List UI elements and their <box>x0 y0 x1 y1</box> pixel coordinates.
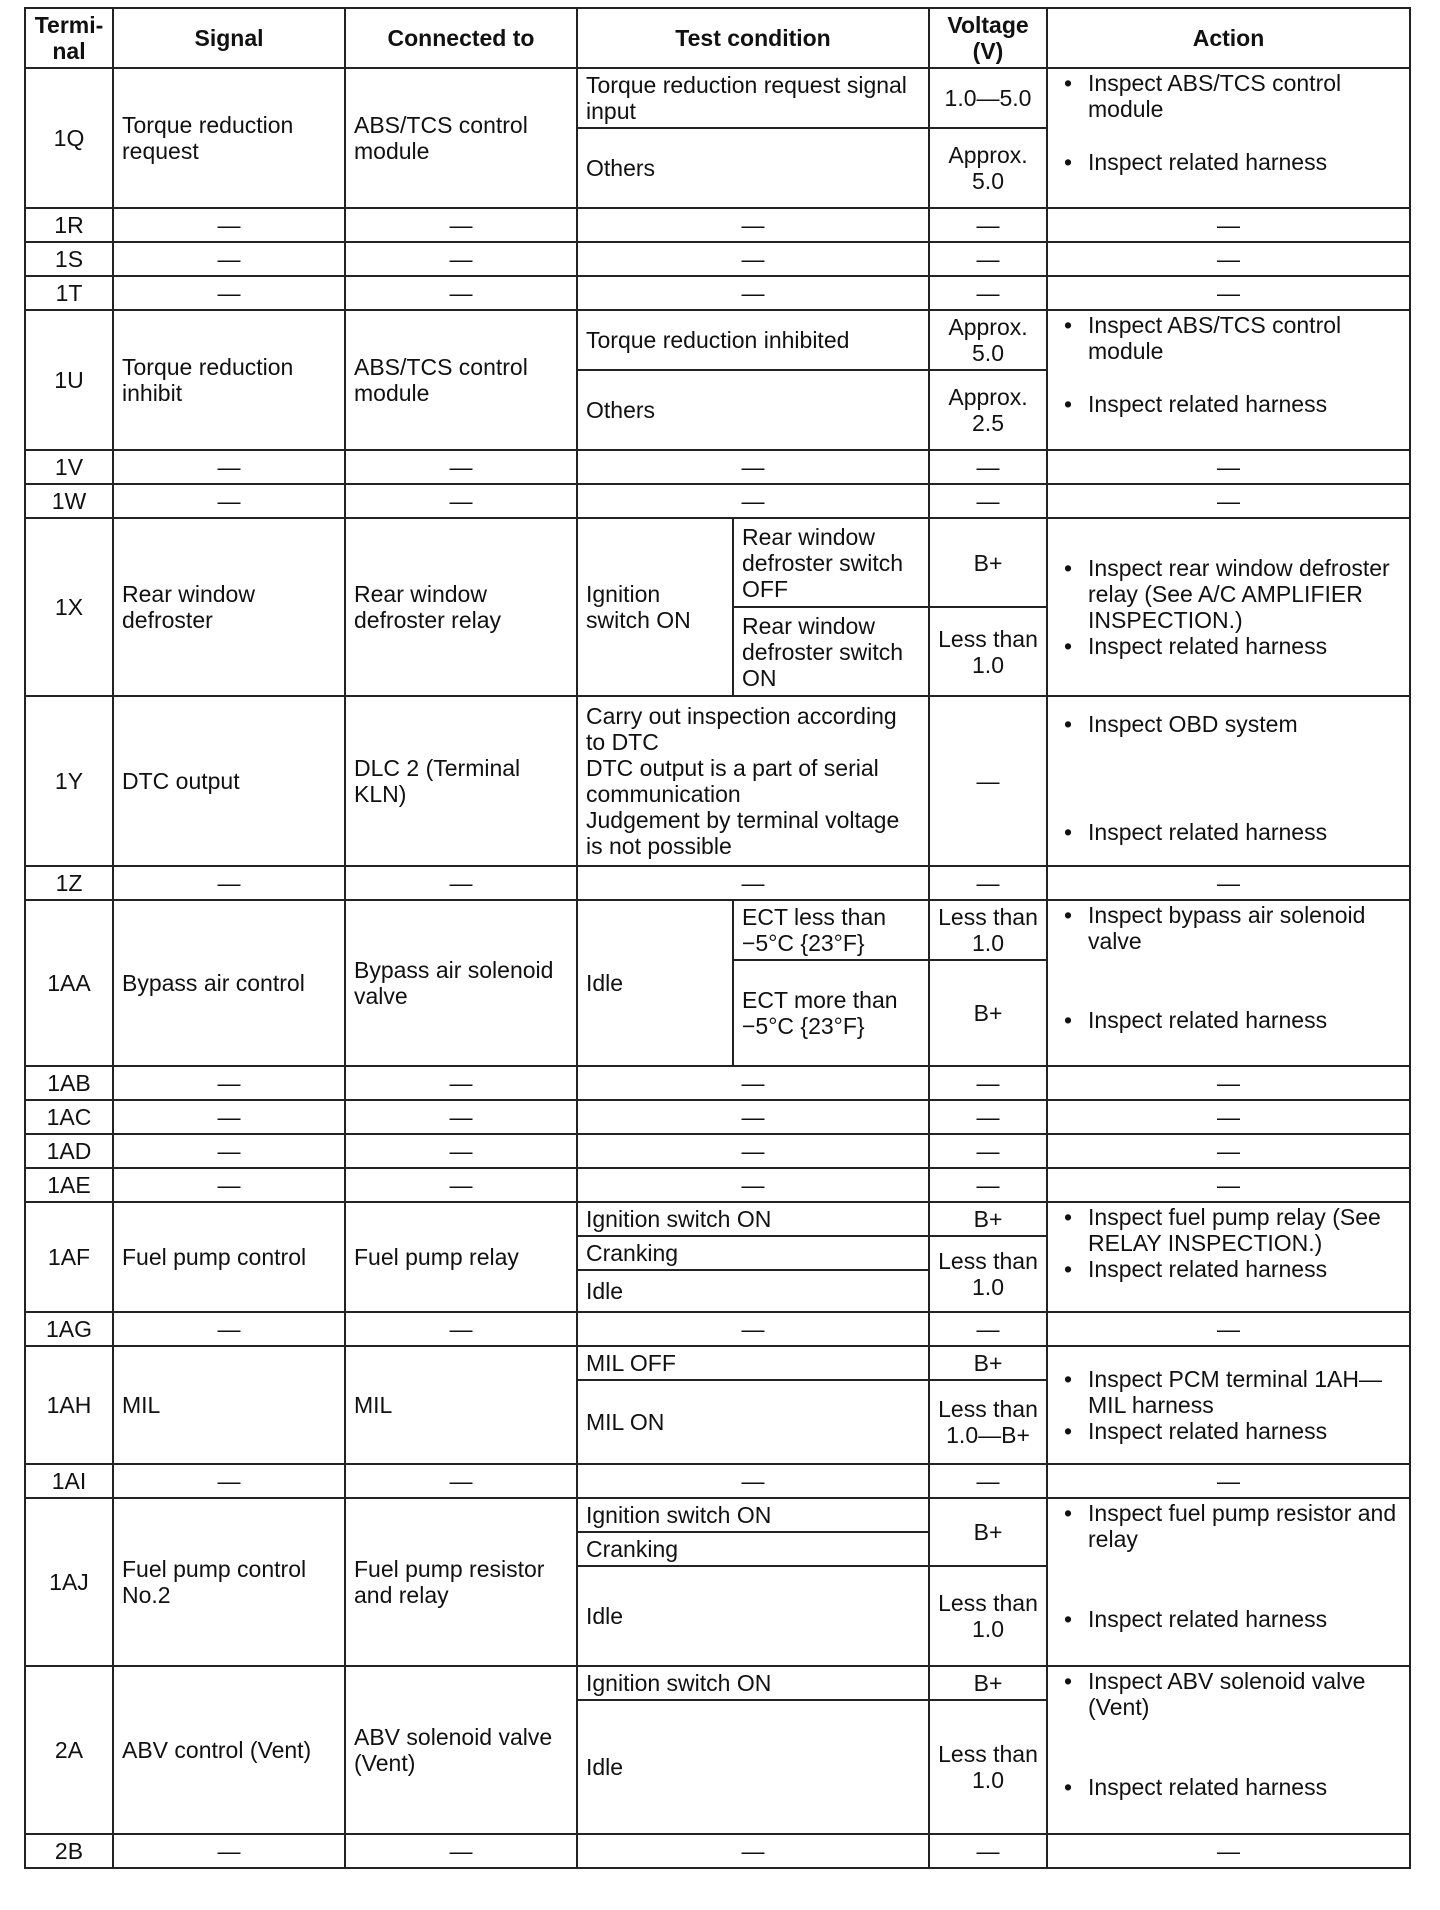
action-cell: — <box>1047 1168 1410 1202</box>
table-row <box>25 310 1410 370</box>
signal-cell: — <box>113 1464 345 1498</box>
terminal-inspection-table <box>24 7 1411 1869</box>
action-cell <box>1047 1666 1410 1834</box>
action-cell <box>1047 900 1410 1066</box>
voltage-cell: — <box>929 1168 1047 1202</box>
action-item: • Inspect ABV solenoid valve (Vent) <box>1056 1668 1401 1720</box>
action-cell: — <box>1047 208 1410 242</box>
connected-cell: — <box>345 1834 577 1868</box>
connected-cell: — <box>345 1312 577 1346</box>
terminal-cell: 1R <box>25 208 113 242</box>
signal-cell: — <box>113 1312 345 1346</box>
action-item: • Inspect PCM terminal 1AH— MIL harness <box>1056 1366 1401 1418</box>
table-row <box>25 1312 1410 1346</box>
voltage-cell: B+ <box>929 1202 1047 1236</box>
condition-cell: Idle <box>577 1270 929 1312</box>
signal-cell: ABV control (Vent) <box>113 1666 345 1834</box>
condition-cell: Idle <box>577 1566 929 1666</box>
signal-cell: — <box>113 1134 345 1168</box>
condition-main-cell: Ignition switch ON <box>577 518 733 696</box>
table-row <box>25 900 1410 960</box>
voltage-cell: — <box>929 1066 1047 1100</box>
condition-cell <box>577 696 929 866</box>
action-cell: — <box>1047 1464 1410 1498</box>
condition-cell: Rear window defroster switch OFF <box>733 518 929 607</box>
action-cell: — <box>1047 866 1410 900</box>
action-cell <box>1047 696 1410 866</box>
connected-cell: Fuel pump relay <box>345 1202 577 1312</box>
condition-cell: — <box>577 1834 929 1868</box>
condition-cell: — <box>577 1134 929 1168</box>
action-cell: — <box>1047 1834 1410 1868</box>
table-row <box>25 1464 1410 1498</box>
signal-cell: MIL <box>113 1346 345 1464</box>
action-item: • Inspect OBD system <box>1056 711 1401 737</box>
condition-line: Carry out inspection according to DTC <box>586 703 897 755</box>
condition-cell: Torque reduction request signal input <box>577 68 929 128</box>
header-row <box>25 8 1410 68</box>
action-item: • Inspect related harness <box>1056 1418 1401 1444</box>
terminal-cell: 1V <box>25 450 113 484</box>
condition-cell: ECT more than −5°C {23°F} <box>733 960 929 1066</box>
connected-cell: — <box>345 484 577 518</box>
connected-cell: ABV solenoid valve (Vent) <box>345 1666 577 1834</box>
connected-cell: — <box>345 1464 577 1498</box>
connected-cell: Rear window defroster relay <box>345 518 577 696</box>
table-row <box>25 1100 1410 1134</box>
signal-cell: — <box>113 1168 345 1202</box>
signal-cell: Torque reduction inhibit <box>113 310 345 450</box>
terminal-cell: 1AH <box>25 1346 113 1464</box>
voltage-cell: Less than 1.0 <box>929 1236 1047 1312</box>
voltage-cell: — <box>929 484 1047 518</box>
action-item: • Inspect related harness <box>1056 633 1401 659</box>
connected-cell: — <box>345 276 577 310</box>
voltage-cell: — <box>929 1834 1047 1868</box>
voltage-cell: — <box>929 242 1047 276</box>
action-cell: — <box>1047 1134 1410 1168</box>
voltage-cell: — <box>929 1464 1047 1498</box>
table-row <box>25 1666 1410 1700</box>
header-test-condition: Test condition <box>577 8 929 68</box>
connected-cell: — <box>345 1100 577 1134</box>
condition-cell: Ignition switch ON <box>577 1202 929 1236</box>
table-row <box>25 518 1410 607</box>
signal-cell: Fuel pump control No.2 <box>113 1498 345 1666</box>
terminal-cell: 1AB <box>25 1066 113 1100</box>
signal-cell: Torque reduction request <box>113 68 345 208</box>
terminal-cell: 1AE <box>25 1168 113 1202</box>
signal-cell: — <box>113 484 345 518</box>
voltage-cell: B+ <box>929 960 1047 1066</box>
connected-cell: — <box>345 866 577 900</box>
condition-cell: — <box>577 208 929 242</box>
condition-cell: Others <box>577 370 929 450</box>
action-cell: — <box>1047 450 1410 484</box>
voltage-cell: Less than 1.0 <box>929 1566 1047 1666</box>
terminal-cell: 2A <box>25 1666 113 1834</box>
action-cell: — <box>1047 1066 1410 1100</box>
terminal-cell: 1Z <box>25 866 113 900</box>
signal-cell: — <box>113 866 345 900</box>
voltage-cell: B+ <box>929 1346 1047 1380</box>
table-row <box>25 1346 1410 1380</box>
header-voltage: Voltage (V) <box>929 8 1047 68</box>
connected-cell: — <box>345 1066 577 1100</box>
action-item: • Inspect fuel pump resistor and relay <box>1056 1500 1401 1552</box>
condition-cell: — <box>577 1464 929 1498</box>
voltage-cell: B+ <box>929 1498 1047 1566</box>
voltage-cell: — <box>929 276 1047 310</box>
condition-cell: MIL ON <box>577 1380 929 1464</box>
table-row <box>25 1168 1410 1202</box>
table-row <box>25 1834 1410 1868</box>
signal-cell: — <box>113 276 345 310</box>
condition-cell: — <box>577 866 929 900</box>
action-item: • Inspect bypass air solenoid valve <box>1056 902 1401 954</box>
voltage-cell: Less than 1.0 <box>929 1700 1047 1834</box>
condition-cell: Ignition switch ON <box>577 1666 929 1700</box>
voltage-cell: 1.0—5.0 <box>929 68 1047 128</box>
condition-cell: — <box>577 484 929 518</box>
voltage-cell: — <box>929 450 1047 484</box>
action-item: • Inspect related harness <box>1056 1606 1401 1632</box>
signal-cell: — <box>113 450 345 484</box>
terminal-cell: 1AC <box>25 1100 113 1134</box>
action-item: • Inspect related harness <box>1056 1256 1401 1282</box>
connected-cell: ABS/TCS control module <box>345 68 577 208</box>
connected-cell: — <box>345 242 577 276</box>
voltage-cell: — <box>929 696 1047 866</box>
action-cell <box>1047 1346 1410 1464</box>
condition-cell: — <box>577 242 929 276</box>
action-item: • Inspect related harness <box>1056 1774 1401 1800</box>
terminal-cell: 1Y <box>25 696 113 866</box>
action-item: • Inspect related harness <box>1056 1007 1401 1033</box>
terminal-cell: 1AF <box>25 1202 113 1312</box>
connected-cell: — <box>345 208 577 242</box>
table-row <box>25 1202 1410 1236</box>
voltage-cell: — <box>929 1312 1047 1346</box>
condition-cell: Others <box>577 128 929 208</box>
table-row <box>25 484 1410 518</box>
voltage-cell: Less than 1.0—B+ <box>929 1380 1047 1464</box>
terminal-cell: 1U <box>25 310 113 450</box>
condition-line: DTC output is a part of serial communication <box>586 755 879 807</box>
table-row <box>25 450 1410 484</box>
action-cell: — <box>1047 1100 1410 1134</box>
voltage-cell: Less than 1.0 <box>929 607 1047 696</box>
voltage-cell: Approx. 5.0 <box>929 128 1047 208</box>
terminal-cell: 1AI <box>25 1464 113 1498</box>
connected-cell: Bypass air solenoid valve <box>345 900 577 1066</box>
condition-cell: — <box>577 450 929 484</box>
action-cell <box>1047 1202 1410 1312</box>
condition-cell: Cranking <box>577 1532 929 1566</box>
table-row <box>25 276 1410 310</box>
action-cell: — <box>1047 276 1410 310</box>
connected-cell: MIL <box>345 1346 577 1464</box>
condition-cell: — <box>577 276 929 310</box>
voltage-cell: — <box>929 208 1047 242</box>
header-action: Action <box>1047 8 1410 68</box>
table-row <box>25 68 1410 128</box>
table-row <box>25 242 1410 276</box>
signal-cell: — <box>113 1100 345 1134</box>
signal-cell: — <box>113 242 345 276</box>
terminal-cell: 1AJ <box>25 1498 113 1666</box>
voltage-cell: Approx. 2.5 <box>929 370 1047 450</box>
voltage-cell: B+ <box>929 518 1047 607</box>
action-item: • Inspect rear window defroster relay (See A/C AMPLIFIER INSPECTION.) <box>1056 555 1401 633</box>
action-item: • Inspect ABS/TCS control module <box>1056 312 1401 364</box>
voltage-cell: B+ <box>929 1666 1047 1700</box>
terminal-cell: 1AD <box>25 1134 113 1168</box>
action-item: • Inspect related harness <box>1056 819 1401 845</box>
table-row <box>25 696 1410 866</box>
action-cell <box>1047 518 1410 696</box>
voltage-cell: Approx. 5.0 <box>929 310 1047 370</box>
connected-cell: — <box>345 1168 577 1202</box>
condition-cell: Rear window defroster switch ON <box>733 607 929 696</box>
terminal-cell: 1AA <box>25 900 113 1066</box>
condition-cell: Ignition switch ON <box>577 1498 929 1532</box>
signal-cell: Fuel pump control <box>113 1202 345 1312</box>
terminal-cell: 2B <box>25 1834 113 1868</box>
condition-cell: — <box>577 1168 929 1202</box>
table-row <box>25 1498 1410 1532</box>
terminal-cell: 1T <box>25 276 113 310</box>
signal-cell: — <box>113 208 345 242</box>
signal-cell: — <box>113 1834 345 1868</box>
terminal-cell: 1W <box>25 484 113 518</box>
action-item: • Inspect fuel pump relay (See RELAY INSPECTION.) <box>1056 1204 1401 1256</box>
action-cell <box>1047 310 1410 450</box>
terminal-cell: 1S <box>25 242 113 276</box>
action-cell: — <box>1047 484 1410 518</box>
action-cell: — <box>1047 1312 1410 1346</box>
condition-cell: Torque reduction inhibited <box>577 310 929 370</box>
table-row <box>25 866 1410 900</box>
signal-cell: Bypass air control <box>113 900 345 1066</box>
condition-cell: — <box>577 1066 929 1100</box>
header-signal: Signal <box>113 8 345 68</box>
header-terminal: Termi-nal <box>25 8 113 68</box>
terminal-cell: 1Q <box>25 68 113 208</box>
voltage-cell: Less than 1.0 <box>929 900 1047 960</box>
connected-cell: ABS/TCS control module <box>345 310 577 450</box>
condition-cell: Idle <box>577 1700 929 1834</box>
action-item: • Inspect related harness <box>1056 149 1401 175</box>
action-item: • Inspect related harness <box>1056 391 1401 417</box>
terminal-cell: 1X <box>25 518 113 696</box>
voltage-cell: — <box>929 1100 1047 1134</box>
condition-line: Judgement by terminal voltage is not possible <box>586 807 900 859</box>
table-row <box>25 1134 1410 1168</box>
header-connected-to: Connected to <box>345 8 577 68</box>
terminal-cell: 1AG <box>25 1312 113 1346</box>
condition-main-cell: Idle <box>577 900 733 1066</box>
condition-cell: — <box>577 1312 929 1346</box>
action-item: • Inspect ABS/TCS control module <box>1056 70 1401 122</box>
action-cell <box>1047 1498 1410 1666</box>
condition-cell: MIL OFF <box>577 1346 929 1380</box>
connected-cell: DLC 2 (Terminal KLN) <box>345 696 577 866</box>
signal-cell: Rear window defroster <box>113 518 345 696</box>
connected-cell: Fuel pump resistor and relay <box>345 1498 577 1666</box>
signal-cell: — <box>113 1066 345 1100</box>
connected-cell: — <box>345 1134 577 1168</box>
condition-cell: Cranking <box>577 1236 929 1270</box>
connected-cell: — <box>345 450 577 484</box>
voltage-cell: — <box>929 1134 1047 1168</box>
condition-cell: — <box>577 1100 929 1134</box>
table-row <box>25 1066 1410 1100</box>
action-cell: — <box>1047 242 1410 276</box>
signal-cell: DTC output <box>113 696 345 866</box>
condition-cell: ECT less than −5°C {23°F} <box>733 900 929 960</box>
action-cell <box>1047 68 1410 208</box>
table-row <box>25 208 1410 242</box>
voltage-cell: — <box>929 866 1047 900</box>
